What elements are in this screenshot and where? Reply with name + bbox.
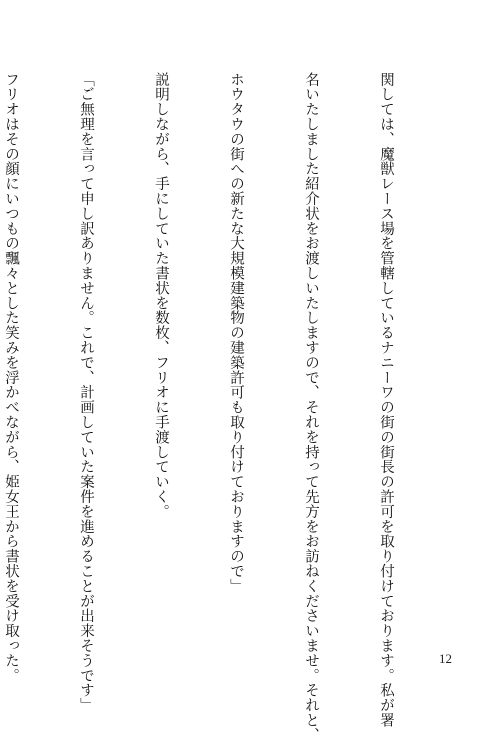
page-number: 12	[439, 651, 452, 666]
text-line: フリオはその顔にいつもの飄々とした笑みを浮かべながら、姫女王から書状を受け取った。	[3, 72, 19, 683]
text-line: 関しては、魔獣レース場を管轄しているナニーワの街の街長の許可を取り付けております。私が署	[378, 72, 394, 728]
text-line: 説明しながら、手にしていた書状を数枚、フリオに手渡していく。	[153, 72, 169, 519]
text-line: ホウタウの街への新たな大規模建築物の建築許可も取り付けておりますので」	[228, 72, 244, 594]
text-line: 名いたしました紹介状をお渡しいたしますので、それを持って先方をお訪ねくださいませ。それと、	[303, 72, 319, 743]
text-line: 「ご無理を言って申し訳ありません。これで、計画していた案件を進めることが出来そうです」	[78, 72, 94, 713]
